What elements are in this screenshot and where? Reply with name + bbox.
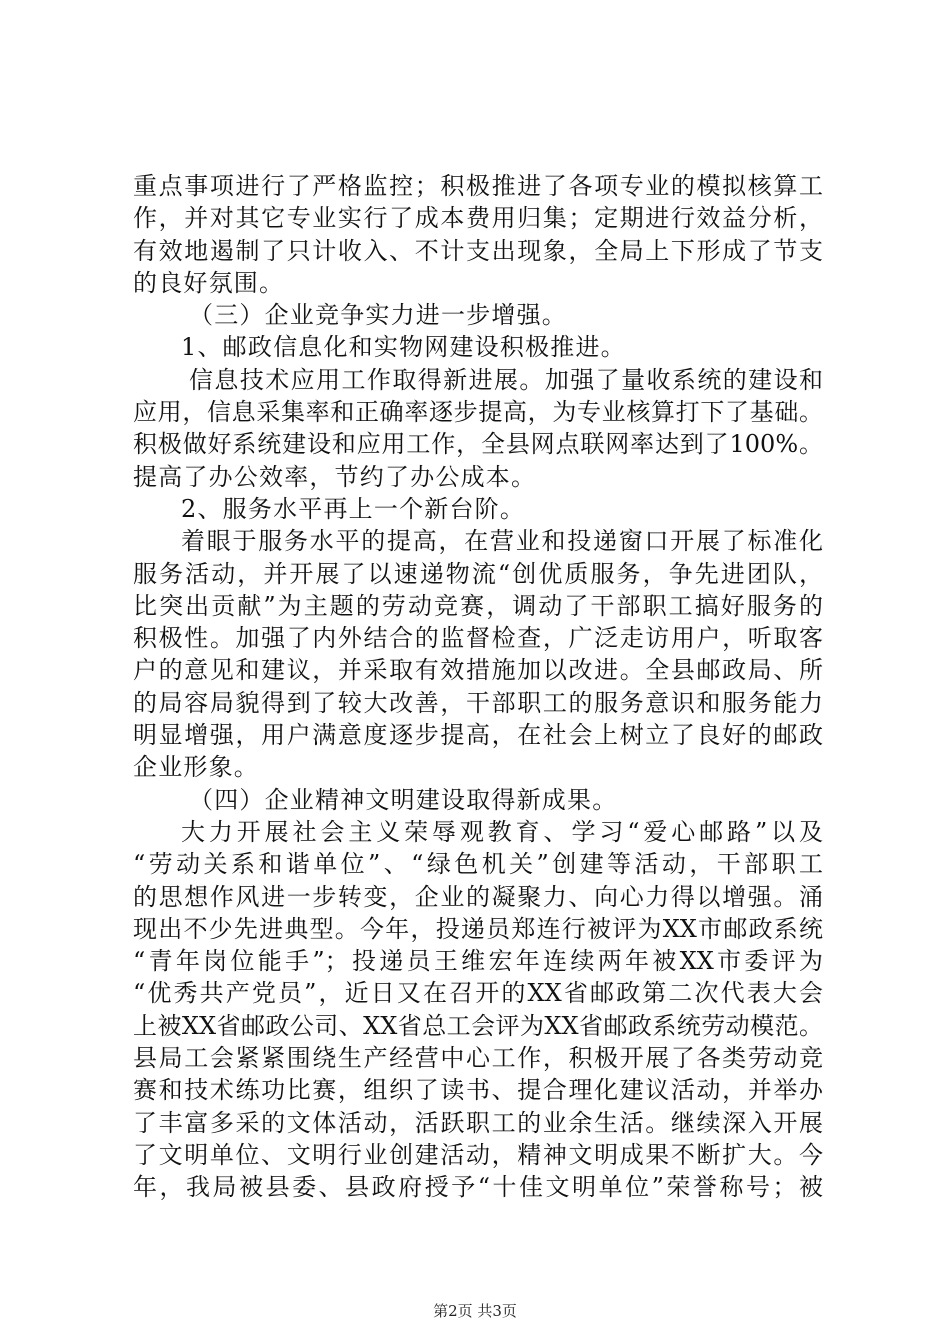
text-line: 比突出贡献”为主题的劳动竞赛，调动了干部职工搞好服务的 bbox=[133, 591, 823, 620]
text-line: 应用，信息采集率和正确率逐步提高，为专业核算打下了基础。 bbox=[133, 398, 823, 427]
subsection-heading: 1、邮政信息化和实物网建设积极推进。 bbox=[181, 333, 626, 362]
text-line: 大力开展社会主义荣辱观教育、学习“爱心邮路”以及 bbox=[181, 817, 823, 846]
text-line: 年，我局被县委、县政府授予“十佳文明单位”荣誉称号；被 bbox=[133, 1173, 823, 1202]
text-line: 明显增强，用户满意度逐步提高，在社会上树立了良好的邮政 bbox=[133, 721, 823, 750]
page-number-footer: 第2页 共3页 bbox=[433, 1302, 517, 1320]
text-line: 重点事项进行了严格监控；积极推进了各项专业的模拟核算工 bbox=[133, 172, 823, 200]
text-line: “青年岗位能手”；投递员王维宏年连续两年被XX市委评为 bbox=[133, 947, 823, 976]
text-line: 的良好氛围。 bbox=[133, 268, 285, 297]
section-heading: （三）企业竞争实力进一步增强。 bbox=[189, 301, 567, 330]
section-heading: （四）企业精神文明建设取得新成果。 bbox=[189, 785, 618, 814]
subsection-heading: 2、服务水平再上一个新台阶。 bbox=[181, 494, 526, 523]
text-line: 的思想作风进一步转变，企业的凝聚力、向心力得以增强。涌 bbox=[133, 882, 823, 911]
text-line: 积极做好系统建设和应用工作，全县网点联网率达到了100%。 bbox=[133, 430, 823, 459]
text-line: 着眼于服务水平的提高，在营业和投递窗口开展了标准化 bbox=[181, 527, 823, 556]
text-line: 企业形象。 bbox=[133, 753, 259, 782]
text-line: 了文明单位、文明行业创建活动，精神文明成果不断扩大。今 bbox=[133, 1140, 823, 1169]
text-line: “劳动关系和谐单位”、“绿色机关”创建等活动，干部职工 bbox=[133, 850, 823, 879]
text-line: 户的意见和建议，并采取有效措施加以改进。全县邮政局、所 bbox=[133, 656, 823, 685]
text-line: 的局容局貌得到了较大改善，干部职工的服务意识和服务能力 bbox=[133, 688, 823, 717]
text-line: 信息技术应用工作取得新进展。加强了量收系统的建设和 bbox=[189, 365, 823, 394]
text-line: 赛和技术练功比赛，组织了读书、提合理化建议活动，并举办 bbox=[133, 1076, 823, 1105]
text-line: 上被XX省邮政公司、XX省总工会评为XX省邮政系统劳动模范。 bbox=[133, 1011, 823, 1040]
text-line: “优秀共产党员”，近日又在召开的XX省邮政第二次代表大会 bbox=[133, 979, 823, 1008]
text-line: 提高了办公效率，节约了办公成本。 bbox=[133, 462, 537, 491]
text-line: 有效地遏制了只计收入、不计支出现象，全局上下形成了节支 bbox=[133, 236, 823, 265]
text-line: 服务活动，并开展了以速递物流“创优质服务，争先进团队， bbox=[133, 559, 823, 588]
text-line: 积极性。加强了内外结合的监督检查，广泛走访用户，听取客 bbox=[133, 624, 823, 653]
text-line: 作，并对其它专业实行了成本费用归集；定期进行效益分析， bbox=[133, 204, 823, 233]
body-text bbox=[133, 170, 823, 1204]
text-line: 县局工会紧紧围绕生产经营中心工作，积极开展了各类劳动竞 bbox=[133, 1044, 823, 1073]
text-line: 了丰富多采的文体活动，活跃职工的业余生活。继续深入开展 bbox=[133, 1108, 823, 1137]
text-line: 现出不少先进典型。今年，投递员郑连行被评为XX市邮政系统 bbox=[133, 914, 823, 943]
